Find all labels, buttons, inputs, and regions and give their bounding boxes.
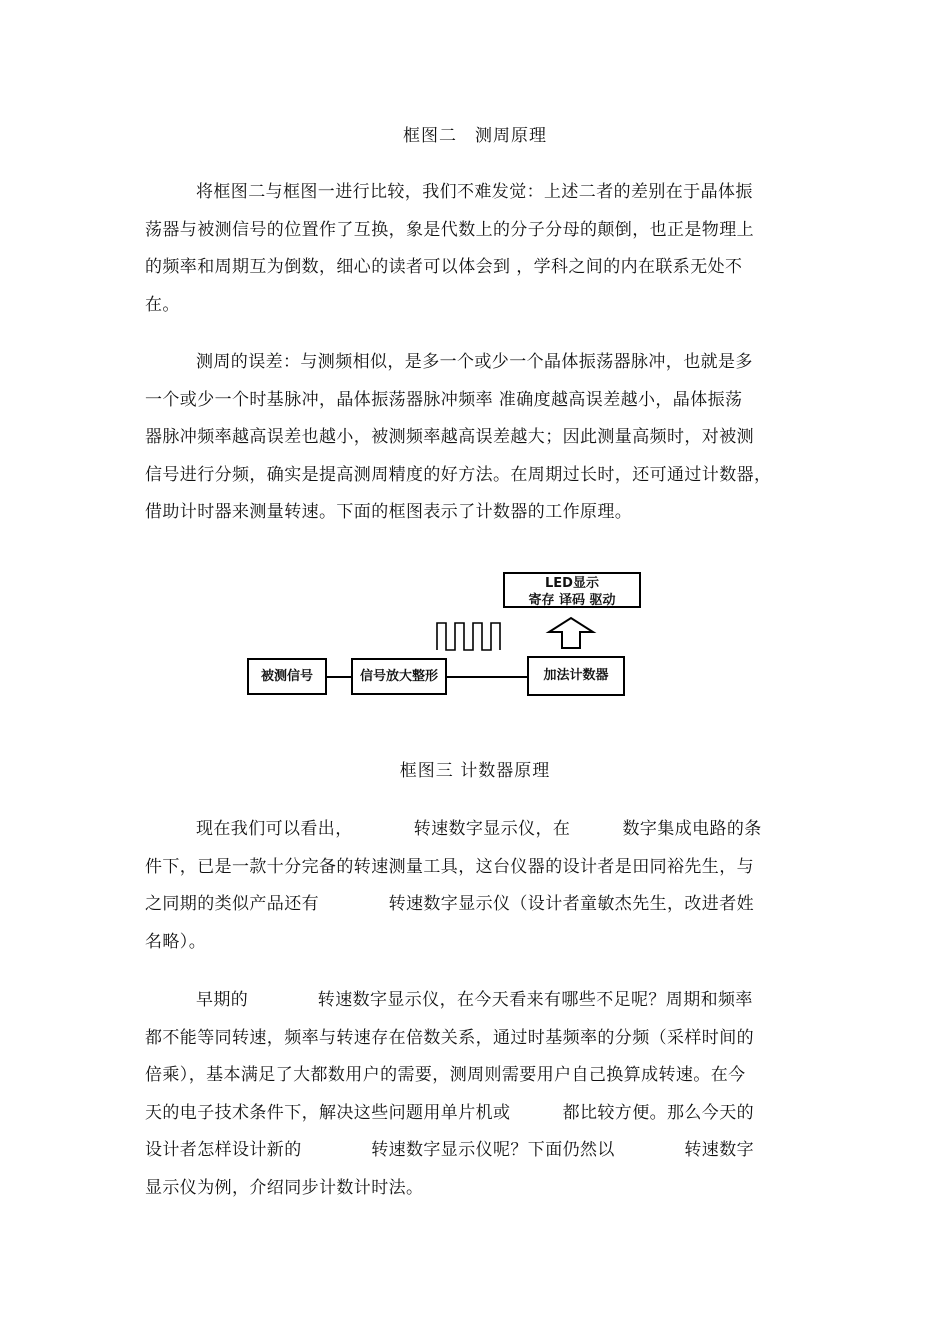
text-line: 之同期的类似产品还有 转速数字显示仪（设计者童敏杰先生，改进者姓: [145, 894, 754, 914]
adder-counter-label: 加法计数器: [543, 668, 609, 683]
paragraph-shortcomings: [145, 982, 810, 1207]
text-line: 器脉冲频率越高误差也越小，被测频率越高误差越大；因此测量高频时，对被测: [145, 427, 754, 447]
text-line: 名略）。: [145, 931, 207, 952]
adder-counter-box: [527, 656, 625, 696]
text-line: 在。: [145, 294, 180, 315]
text-line: 倍乘），基本满足了大都数用户的需要，测周则需要用户自己换算成转速。在今: [145, 1065, 746, 1085]
text-line: 早期的 转速数字显示仪，在今天看来有哪些不足呢？周期和频率: [196, 990, 753, 1010]
paragraph-instrument: [145, 811, 810, 961]
text-line: 测周的误差：与测频相似，是多一个或少一个晶体振荡器脉冲，也就是多: [196, 352, 753, 372]
figure-caption-3: 框图三 计数器原理: [399, 761, 551, 781]
text-line: 一个或少一个时基脉冲，晶体振荡器脉冲频率 准确度越高误差越小，晶体振荡: [145, 389, 743, 410]
text-line: 信号进行分频，确实是提高测周精度的好方法。在周期过长时，还可通过计数器，: [145, 464, 772, 485]
text-line: 都不能等同转速，频率与转速存在倍数关系，通过时基频率的分频（采样时间的: [145, 1027, 754, 1048]
amplifier-box: [351, 658, 447, 695]
paragraph-period-error: [145, 344, 810, 532]
text-line: 借助计时器来测量转速。下面的框图表示了计数器的工作原理。: [145, 502, 633, 522]
text-line: 的频率和周期互为倒数，细心的读者可以体会到 ，学科之间的内在联系无处不: [145, 257, 743, 277]
input-signal-box: [247, 658, 327, 695]
text-line: 件下，已是一款十分完备的转速测量工具，这台仪器的设计者是田同裕先生，与: [145, 856, 754, 877]
led-display-sublabel: 寄存 译码 驱动: [528, 593, 616, 608]
text-line: 天的电子技术条件下，解决这些问题用单片机或 都比较方便。那么今天的: [145, 1102, 754, 1123]
text-line: 现在我们可以看出， 转速数字显示仪，在 数字集成电路的条: [196, 819, 762, 839]
text-line: 荡器与被测信号的位置作了互换，象是代数上的分子分母的颠倒，也正是物理上: [145, 219, 754, 240]
input-signal-label: 被测信号: [260, 669, 313, 684]
up-arrow-icon: [549, 618, 593, 648]
pulse-train-icon: [437, 623, 500, 650]
text-line: 设计者怎样设计新的 转速数字显示仪呢？下面仍然以 转速数字: [145, 1140, 754, 1160]
text-line: 显示仪为例，介绍同步计数计时法。: [145, 1177, 424, 1198]
amplifier-label: 信号放大整形: [359, 669, 438, 684]
figure-caption-2: 框图二 测周原理: [403, 126, 547, 146]
text-line: 将框图二与框图一进行比较，我们不难发觉：上述二者的差别在于晶体振: [196, 182, 753, 202]
led-display-box: [503, 572, 641, 608]
paragraph-comparison: [145, 174, 810, 324]
led-display-label: LED显示: [545, 576, 599, 591]
